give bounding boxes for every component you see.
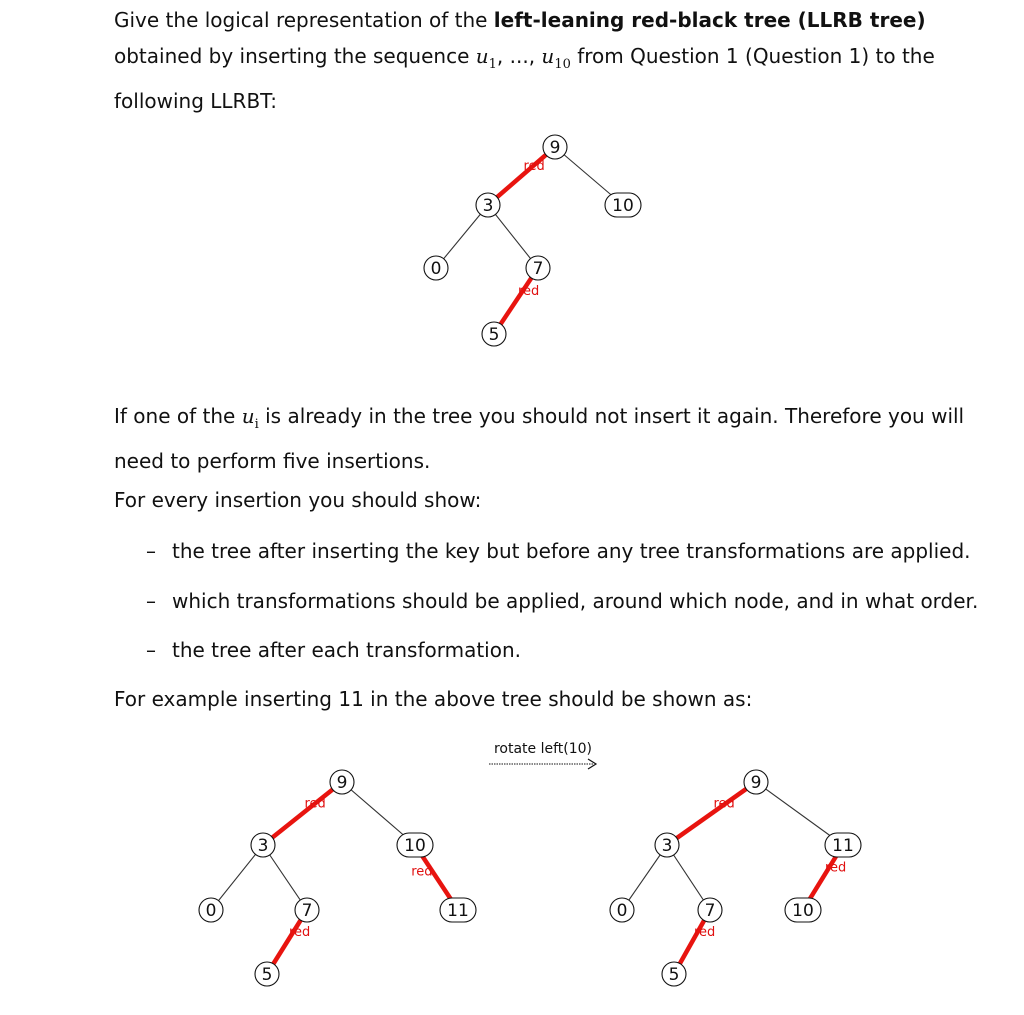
node-key: 11 — [447, 901, 469, 921]
node-key: 7 — [532, 259, 544, 279]
red-edge-label: red — [304, 796, 326, 812]
seq-first-var: $u_1$ — [475, 44, 497, 72]
node-key: 11 — [832, 836, 854, 856]
note-var: $u_i$ — [241, 404, 259, 432]
node-key: 0 — [205, 901, 217, 921]
intro-text: Give the logical representation of the — [114, 8, 494, 32]
node-key: 10 — [792, 901, 814, 921]
bullet-item-3: – the tree after each transformation. — [146, 638, 522, 662]
bullet-item-2: – which transformations should be applied, around which node, and in what order. — [146, 589, 979, 613]
bullet-item-1: – the tree after inserting the key but before any tree transformations are applied. — [146, 539, 971, 563]
note-line-1: If one of the $u_i$ is already in the tree you should not insert it again. Therefore you will — [114, 404, 965, 432]
red-edge-label: red — [694, 925, 716, 940]
node-key: 7 — [301, 901, 313, 921]
transform-label: rotate left(10) — [493, 741, 593, 757]
red-edge-label: red — [289, 925, 311, 940]
node-key: 3 — [257, 836, 269, 856]
seq-last-var: $u_{10}$ — [541, 44, 571, 72]
red-edge-label: red — [825, 860, 847, 876]
intro-line2-suffix: from Question 1 (Question 1) to the — [570, 44, 935, 68]
intro-bold-term: left-leaning red-black tree (LLRB tree) — [493, 8, 926, 32]
show-intro: For every insertion you should show: — [114, 488, 482, 512]
node-key: 5 — [261, 965, 273, 985]
red-edge-label: red — [518, 284, 540, 299]
node-key: 0 — [616, 901, 628, 921]
bullet-dash: – — [146, 539, 156, 563]
node-key: 9 — [336, 773, 348, 793]
note-line-2: need to perform five insertions. — [114, 449, 431, 473]
node-key: 3 — [661, 836, 673, 856]
red-edge-label: red — [523, 159, 545, 174]
node-key: 9 — [750, 773, 762, 793]
node-key: 3 — [482, 196, 494, 216]
seq-separator: , ..., — [496, 44, 542, 68]
intro-line-3: following LLRBT: — [114, 89, 277, 113]
node-key: 10 — [404, 836, 426, 856]
example-intro: For example inserting 11 in the above tree should be shown as: — [114, 687, 753, 711]
node-key: 5 — [488, 325, 500, 345]
node-key: 5 — [668, 965, 680, 985]
node-key: 10 — [612, 196, 634, 216]
bullet-dash: – — [146, 589, 156, 613]
intro-line2-prefix: obtained by inserting the sequence — [114, 44, 476, 68]
node-key: 7 — [704, 901, 716, 921]
node-key: 9 — [549, 138, 561, 158]
red-edge-label: red — [411, 864, 433, 880]
node-key: 0 — [430, 259, 442, 279]
bullet-dash: – — [146, 638, 156, 662]
red-edge-label: red — [713, 796, 735, 812]
